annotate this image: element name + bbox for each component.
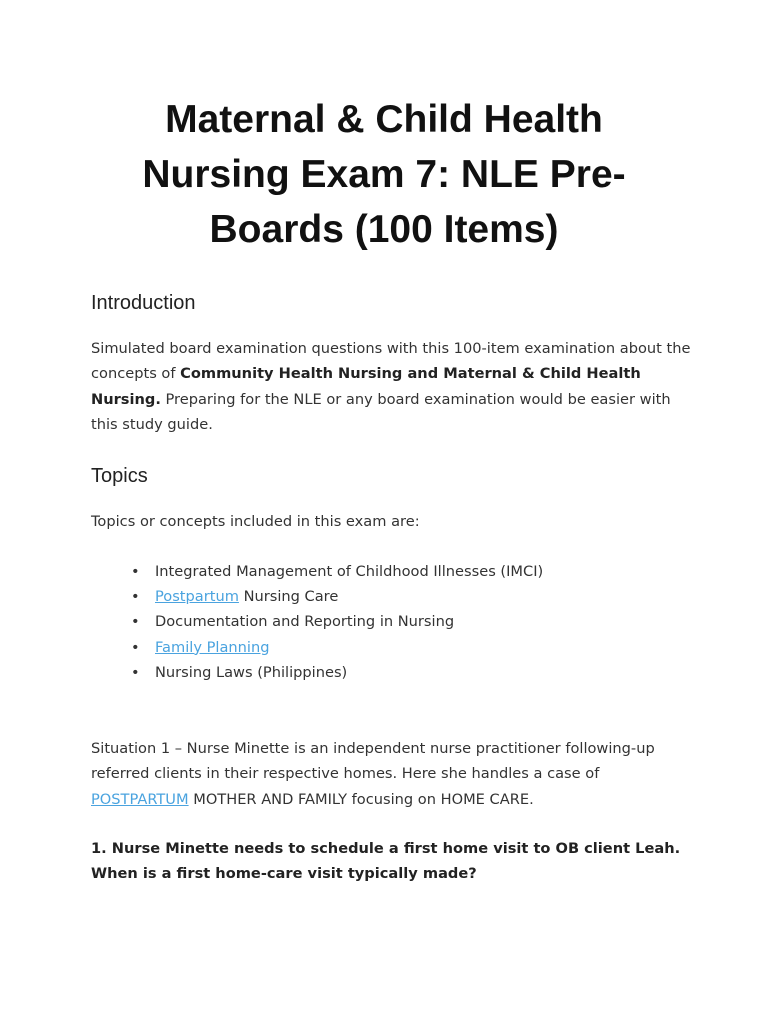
situation-text-start: Situation 1 – Nurse Minette is an independent nurse practitioner following-up referred clients in their respective homes. Here she handles a case of [91,740,655,783]
situation-paragraph [91,736,691,812]
introduction-paragraph [91,336,691,437]
topic-text: Nursing Laws (Philippines) [155,663,348,681]
postpartum-situation-link[interactable]: POSTPARTUM [91,790,189,808]
introduction-text-start: Simulated board examination questions with this 100-item examination about the concepts of [91,340,691,383]
topics-heading: Topics [91,465,148,487]
bullet-icon: • [131,588,140,606]
topic-text: Nursing Care [238,588,339,606]
bullet-icon: • [131,663,140,681]
page-title: Maternal & Child Health Nursing Exam 7: NLE Pre-Boards (100 Items) [142,98,626,251]
introduction-heading: Introduction [91,292,196,314]
introduction-text-end: Preparing for the NLE or any board examination would be easier with this study guide. [91,390,671,433]
postpartum-link[interactable]: Postpartum [155,588,239,606]
situation-text-end: MOTHER AND FAMILY focusing on HOME CARE. [188,790,534,808]
bullet-icon: • [131,638,140,656]
list-item [91,660,691,685]
question-1: 1. Nurse Minette needs to schedule a first home visit to OB client Leah. When is a first home-care visit typically made? [91,840,681,883]
list-item [91,609,691,634]
topics-intro-text: Topics or concepts included in this exam are: [91,513,420,530]
topics-list [91,559,691,685]
topic-text: Integrated Management of Childhood Illnesses (IMCI) [155,563,544,580]
bullet-icon: • [131,613,140,631]
topic-text: Documentation and Reporting in Nursing [155,613,455,631]
list-item [91,559,691,584]
family-planning-link[interactable]: Family Planning [155,638,270,656]
list-item [91,635,691,660]
bullet-icon: • [131,563,140,580]
introduction-bold-text: Community Health Nursing and Maternal & Child Health Nursing. [91,365,641,408]
list-item [91,584,691,609]
